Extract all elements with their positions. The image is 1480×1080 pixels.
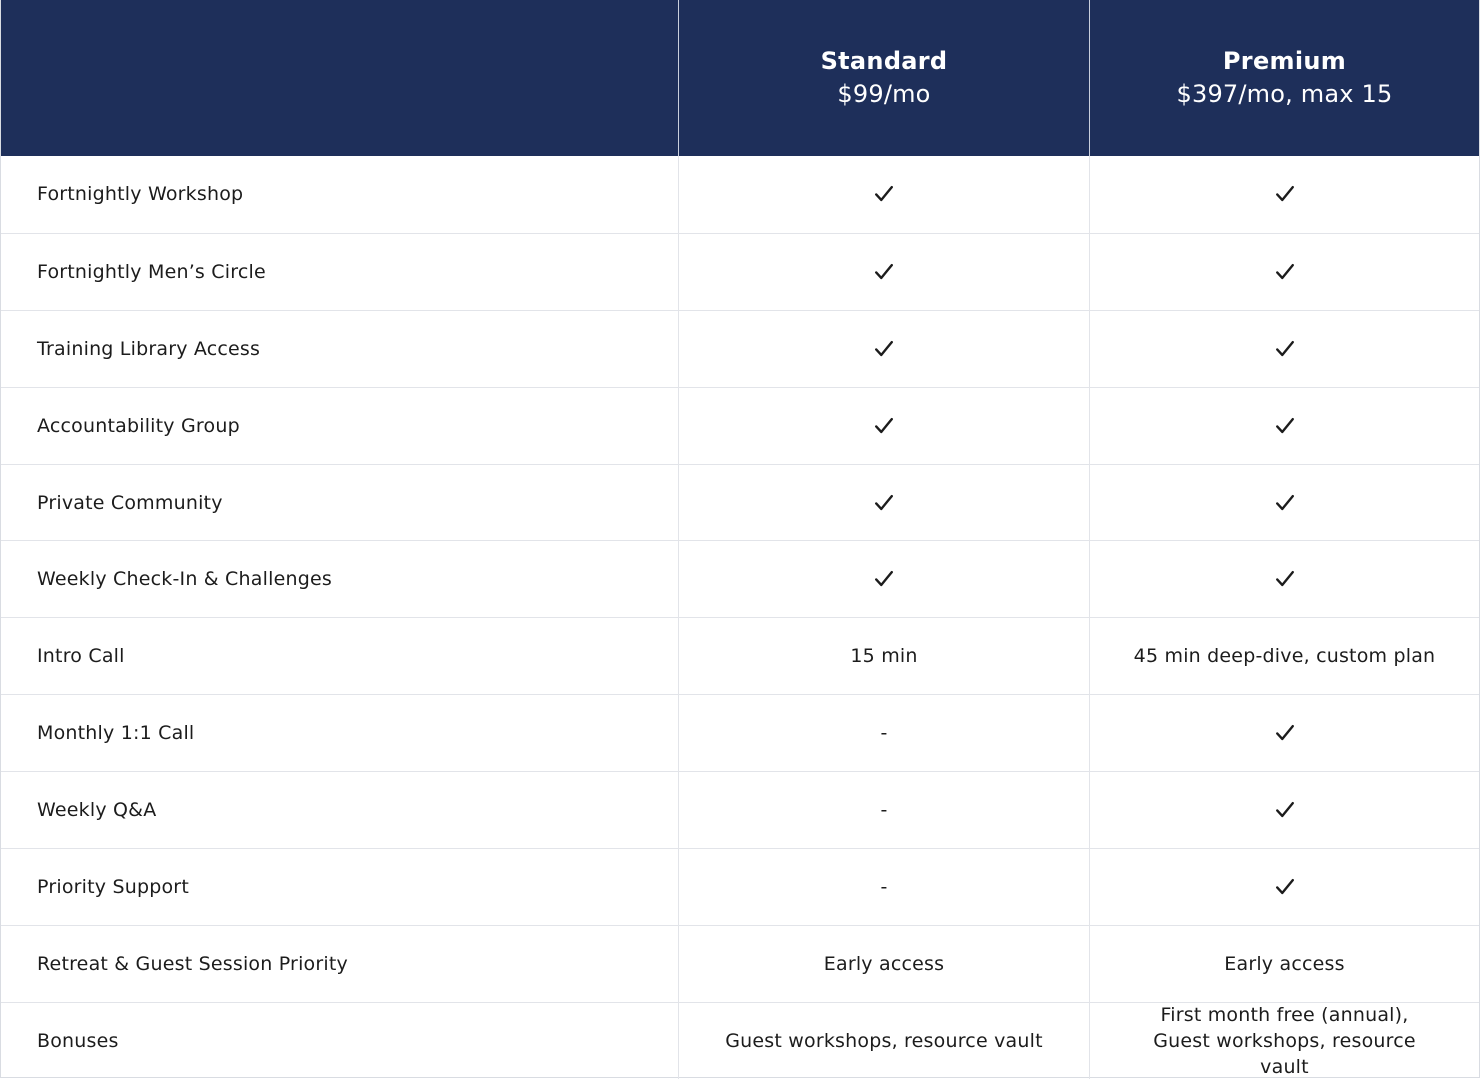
standard-cell — [678, 311, 1089, 387]
premium-cell — [1089, 234, 1479, 310]
table-row — [1, 387, 1479, 464]
feature-label: Fortnightly Workshop — [37, 183, 244, 206]
header-feature-column — [1, 0, 678, 156]
table-row — [1, 617, 1479, 694]
standard-value: 15 min — [850, 645, 918, 668]
premium-value: First month free (annual), Guest workshops, resource vault — [1153, 1003, 1416, 1078]
table-row — [1, 540, 1479, 617]
premium-value: Early access — [1224, 952, 1345, 975]
feature-label: Private Community — [37, 491, 223, 514]
standard-cell — [678, 465, 1089, 541]
table-row — [1, 694, 1479, 771]
plan-name-premium: Premium — [1222, 47, 1347, 75]
check-icon — [873, 338, 895, 360]
header-premium-plan — [1089, 0, 1479, 156]
table-header — [1, 0, 1479, 156]
standard-cell — [678, 695, 1089, 771]
table-row — [1, 925, 1479, 1002]
premium-cell — [1089, 156, 1479, 233]
table-row — [1, 464, 1479, 541]
check-icon — [873, 568, 895, 590]
check-icon — [1274, 876, 1296, 898]
check-icon — [873, 183, 895, 205]
standard-value: Guest workshops, resource vault — [725, 1029, 1043, 1052]
feature-label: Bonuses — [37, 1029, 119, 1052]
table-row — [1, 1002, 1479, 1079]
check-icon — [1274, 261, 1296, 283]
table-row — [1, 233, 1479, 310]
standard-cell — [678, 388, 1089, 464]
feature-label: Training Library Access — [37, 337, 261, 360]
table-body — [1, 156, 1479, 1079]
premium-cell — [1089, 541, 1479, 617]
premium-cell — [1089, 465, 1479, 541]
standard-cell — [678, 618, 1089, 694]
check-icon — [1274, 415, 1296, 437]
plan-price-premium: $397/mo, max 15 — [1176, 80, 1393, 108]
premium-cell — [1089, 1003, 1479, 1079]
standard-cell — [678, 234, 1089, 310]
standard-cell — [678, 926, 1089, 1002]
check-icon — [873, 492, 895, 514]
not-included-dash: - — [880, 722, 888, 745]
standard-cell — [678, 849, 1089, 925]
standard-cell — [678, 156, 1089, 233]
check-icon — [1274, 492, 1296, 514]
table-row — [1, 771, 1479, 848]
standard-cell — [678, 1003, 1089, 1079]
check-icon — [873, 261, 895, 283]
premium-cell — [1089, 618, 1479, 694]
feature-label: Fortnightly Men’s Circle — [37, 260, 266, 283]
premium-cell — [1089, 772, 1479, 848]
standard-cell — [678, 541, 1089, 617]
feature-label: Weekly Q&A — [37, 799, 157, 822]
table-row — [1, 156, 1479, 233]
plan-price-standard: $99/mo — [837, 80, 931, 108]
check-icon — [1274, 722, 1296, 744]
standard-cell — [678, 772, 1089, 848]
premium-value: 45 min deep-dive, custom plan — [1133, 645, 1436, 668]
feature-label: Intro Call — [37, 645, 125, 668]
not-included-dash: - — [880, 799, 888, 822]
feature-label: Retreat & Guest Session Priority — [37, 952, 348, 975]
premium-cell — [1089, 695, 1479, 771]
header-standard-plan — [678, 0, 1089, 156]
feature-label: Monthly 1:1 Call — [37, 722, 195, 745]
standard-value: Early access — [823, 952, 945, 975]
check-icon — [1274, 799, 1296, 821]
not-included-dash: - — [880, 875, 888, 898]
premium-cell — [1089, 926, 1479, 1002]
premium-cell — [1089, 849, 1479, 925]
check-icon — [873, 415, 895, 437]
feature-label: Priority Support — [37, 875, 189, 898]
check-icon — [1274, 183, 1296, 205]
feature-label: Weekly Check-In & Challenges — [37, 568, 332, 591]
premium-cell — [1089, 311, 1479, 387]
plan-name-standard: Standard — [820, 47, 948, 75]
feature-label: Accountability Group — [37, 414, 240, 437]
table-row — [1, 848, 1479, 925]
check-icon — [1274, 338, 1296, 360]
check-icon — [1274, 568, 1296, 590]
table-row — [1, 310, 1479, 387]
premium-cell — [1089, 388, 1479, 464]
